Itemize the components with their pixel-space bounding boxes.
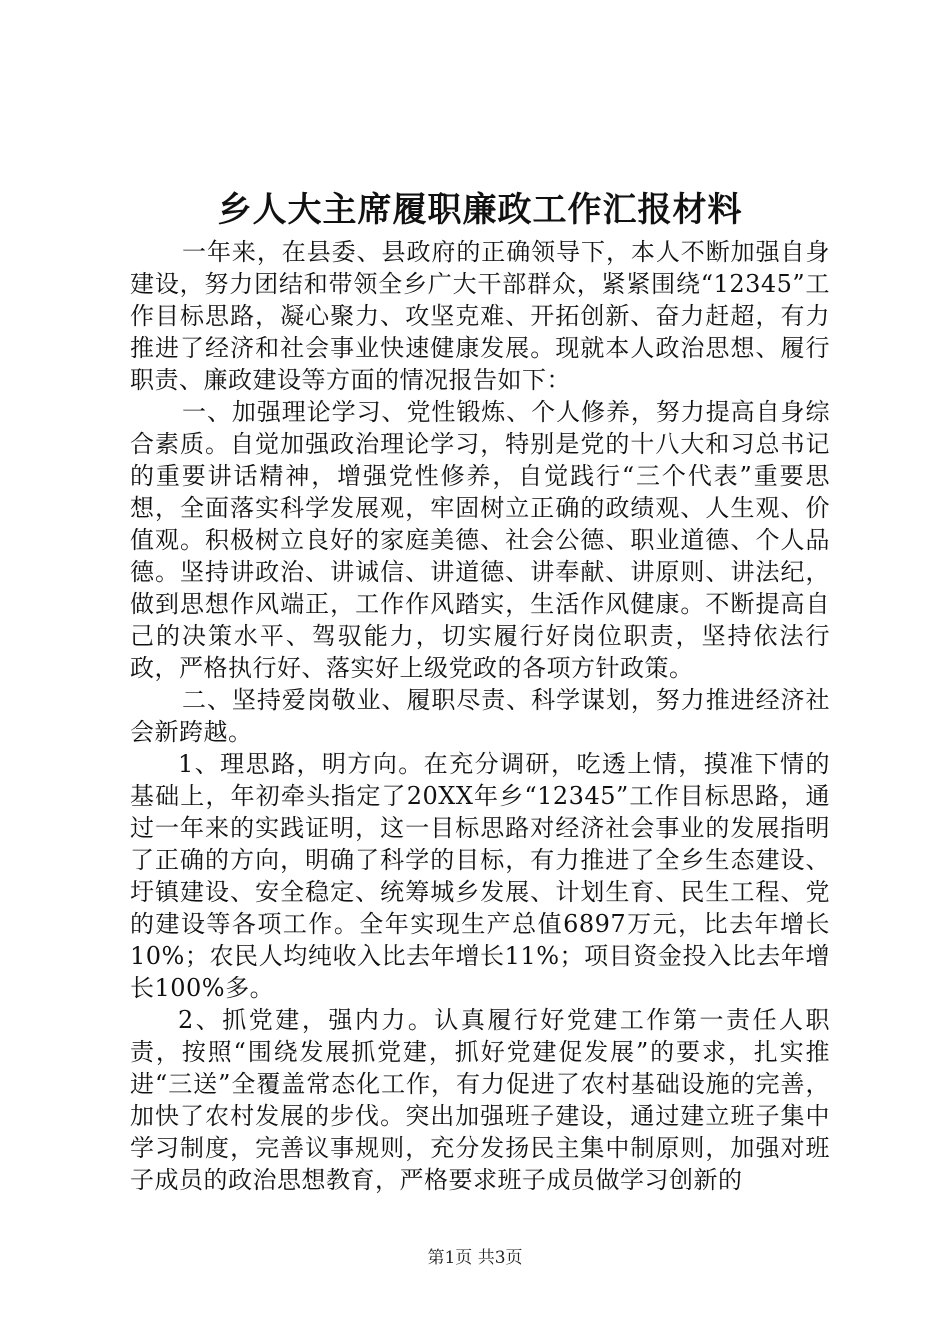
paragraph-item-2: 2、抓党建，强内力。认真履行好党建工作第一责任人职责，按照“围绕发展抓党建，抓好党建促发展”的要求，扎实推进“三送”全覆盖常态化工作，有力促进了农村基础设施的完善，加快了农村发展的步伐。突出加强班子建设，通过建立班子集中学习制度，完善议事规则，充分发扬民主集中制原则，加强对班子成员的政治思想教育，严格要求班子成员做学习创新的 (130, 1006, 830, 1194)
document-body (130, 236, 830, 1196)
paragraph-item-1: 1、理思路，明方向。在充分调研，吃透上情，摸准下情的基础上，年初牵头指定了20XX年乡“12345”工作目标思路，通过一年来的实践证明，这一目标思路对经济社会事业的发展指明了正确的方向，明确了科学的目标，有力推进了全乡生态建设、圩镇建设、安全稳定、统筹城乡发展、计划生育、民生工程、党的建设等各项工作。全年实现生产总值6897万元，比去年增长10%；农民人均纯收入比去年增长11%；项目资金投入比去年增长100%多。 (130, 750, 830, 1002)
document-title: 乡人大主席履职廉政工作汇报材料 (217, 190, 743, 230)
paragraph-section-2: 二、坚持爱岗敬业、履职尽责、科学谋划，努力推进经济社会新跨越。 (130, 686, 830, 746)
page-number-footer: 第1页 共3页 (427, 1248, 523, 1268)
paragraph-section-1: 一、加强理论学习、党性锻炼、个人修养，努力提高自身综合素质。自觉加强政治理论学习，特别是党的十八大和习总书记的重要讲话精神，增强党性修养，自觉践行“三个代表”重要思想，全面落实科学发展观，牢固树立正确的政绩观、人生观、价值观。积极树立良好的家庭美德、社会公德、职业道德、个人品德。坚持讲政治、讲诚信、讲道德、讲奉献、讲原则、讲法纪，做到思想作风端正，工作作风踏实，生活作风健康。不断提高自己的决策水平、驾驭能力，切实履行好岗位职责，坚持依法行政，严格执行好、落实好上级党政的各项方针政策。 (130, 398, 830, 682)
paragraph-intro: 一年来，在县委、县政府的正确领导下，本人不断加强自身建设，努力团结和带领全乡广大干部群众，紧紧围绕“12345”工作目标思路，凝心聚力、攻坚克难、开拓创新、奋力赶超，有力推进了经济和社会事业快速健康发展。现就本人政治思想、履行职责、廉政建设等方面的情况报告如下： (130, 238, 830, 394)
